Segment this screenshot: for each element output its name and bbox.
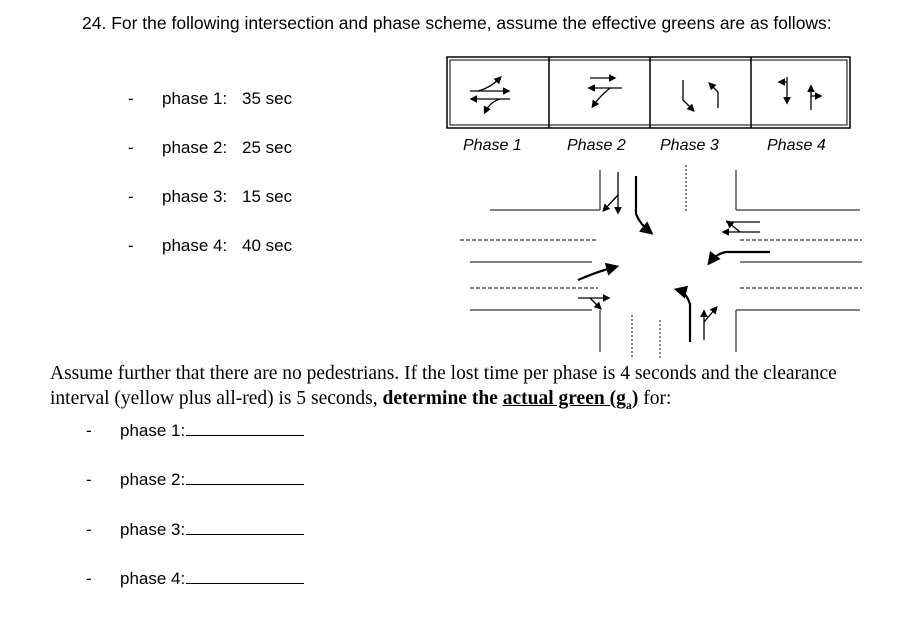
assumption-text: Assume further that there are no pedestrians. If the lost time per phase is 4 seconds and the clearance interval (yellow plus all-red) is 5 seconds, xyxy=(50,363,837,409)
answer-label: phase 2: xyxy=(120,470,186,489)
green-value: 15 sec xyxy=(242,187,293,206)
phase-1-arrows-icon xyxy=(470,78,510,112)
phase-4-label: Phase 4 xyxy=(767,137,826,154)
assumption-end: for: xyxy=(638,388,672,409)
phase-label: phase 4: xyxy=(162,236,228,255)
answer-phase-4 xyxy=(86,569,304,589)
answer-blank[interactable] xyxy=(186,520,304,535)
answer-blank[interactable] xyxy=(186,421,304,436)
phase-3-label: Phase 3 xyxy=(660,137,719,154)
phase-boxes xyxy=(447,57,850,128)
list-dash: - xyxy=(86,470,92,489)
answer-blank[interactable] xyxy=(186,569,304,584)
phase-label: phase 2: xyxy=(162,138,228,157)
answer-phase-3 xyxy=(86,520,304,540)
list-dash: - xyxy=(86,520,92,539)
intersection-movement-arrows xyxy=(578,172,770,342)
phase-label: phase 1: xyxy=(162,89,228,108)
phase-4-arrows-icon xyxy=(780,77,820,110)
phase-2-label: Phase 2 xyxy=(567,137,626,154)
list-dash: - xyxy=(128,187,134,206)
answer-label: phase 1: xyxy=(120,421,186,440)
list-dash: - xyxy=(86,421,92,440)
close-paren: ) xyxy=(631,388,639,409)
answer-phase-2 xyxy=(86,470,304,490)
answer-label: phase 3: xyxy=(120,520,186,539)
green-value: 35 sec xyxy=(242,89,293,108)
intersection-roads xyxy=(460,165,862,358)
list-dash: - xyxy=(128,236,134,255)
phase-label: phase 3: xyxy=(162,187,228,206)
actual-green-text: actual green (g xyxy=(502,388,626,409)
instruction-bold: determine the xyxy=(382,388,503,409)
actual-green-term xyxy=(502,388,639,412)
green-value: 40 sec xyxy=(242,236,293,255)
phase-3-arrows-icon xyxy=(683,80,718,110)
assumption-paragraph xyxy=(50,361,870,418)
list-dash: - xyxy=(86,569,92,588)
answer-phase-1 xyxy=(86,421,304,441)
phase-2-arrows-icon xyxy=(590,78,622,106)
list-dash: - xyxy=(128,89,134,108)
question-title: 24. For the following intersection and phase scheme, assume the effective greens are as follows: xyxy=(82,13,832,33)
list-dash: - xyxy=(128,138,134,157)
phase-1-label: Phase 1 xyxy=(463,137,522,154)
answer-label: phase 4: xyxy=(120,569,186,588)
answer-blank[interactable] xyxy=(186,470,304,485)
subscript-a: a xyxy=(625,397,632,412)
green-value: 25 sec xyxy=(242,138,293,157)
